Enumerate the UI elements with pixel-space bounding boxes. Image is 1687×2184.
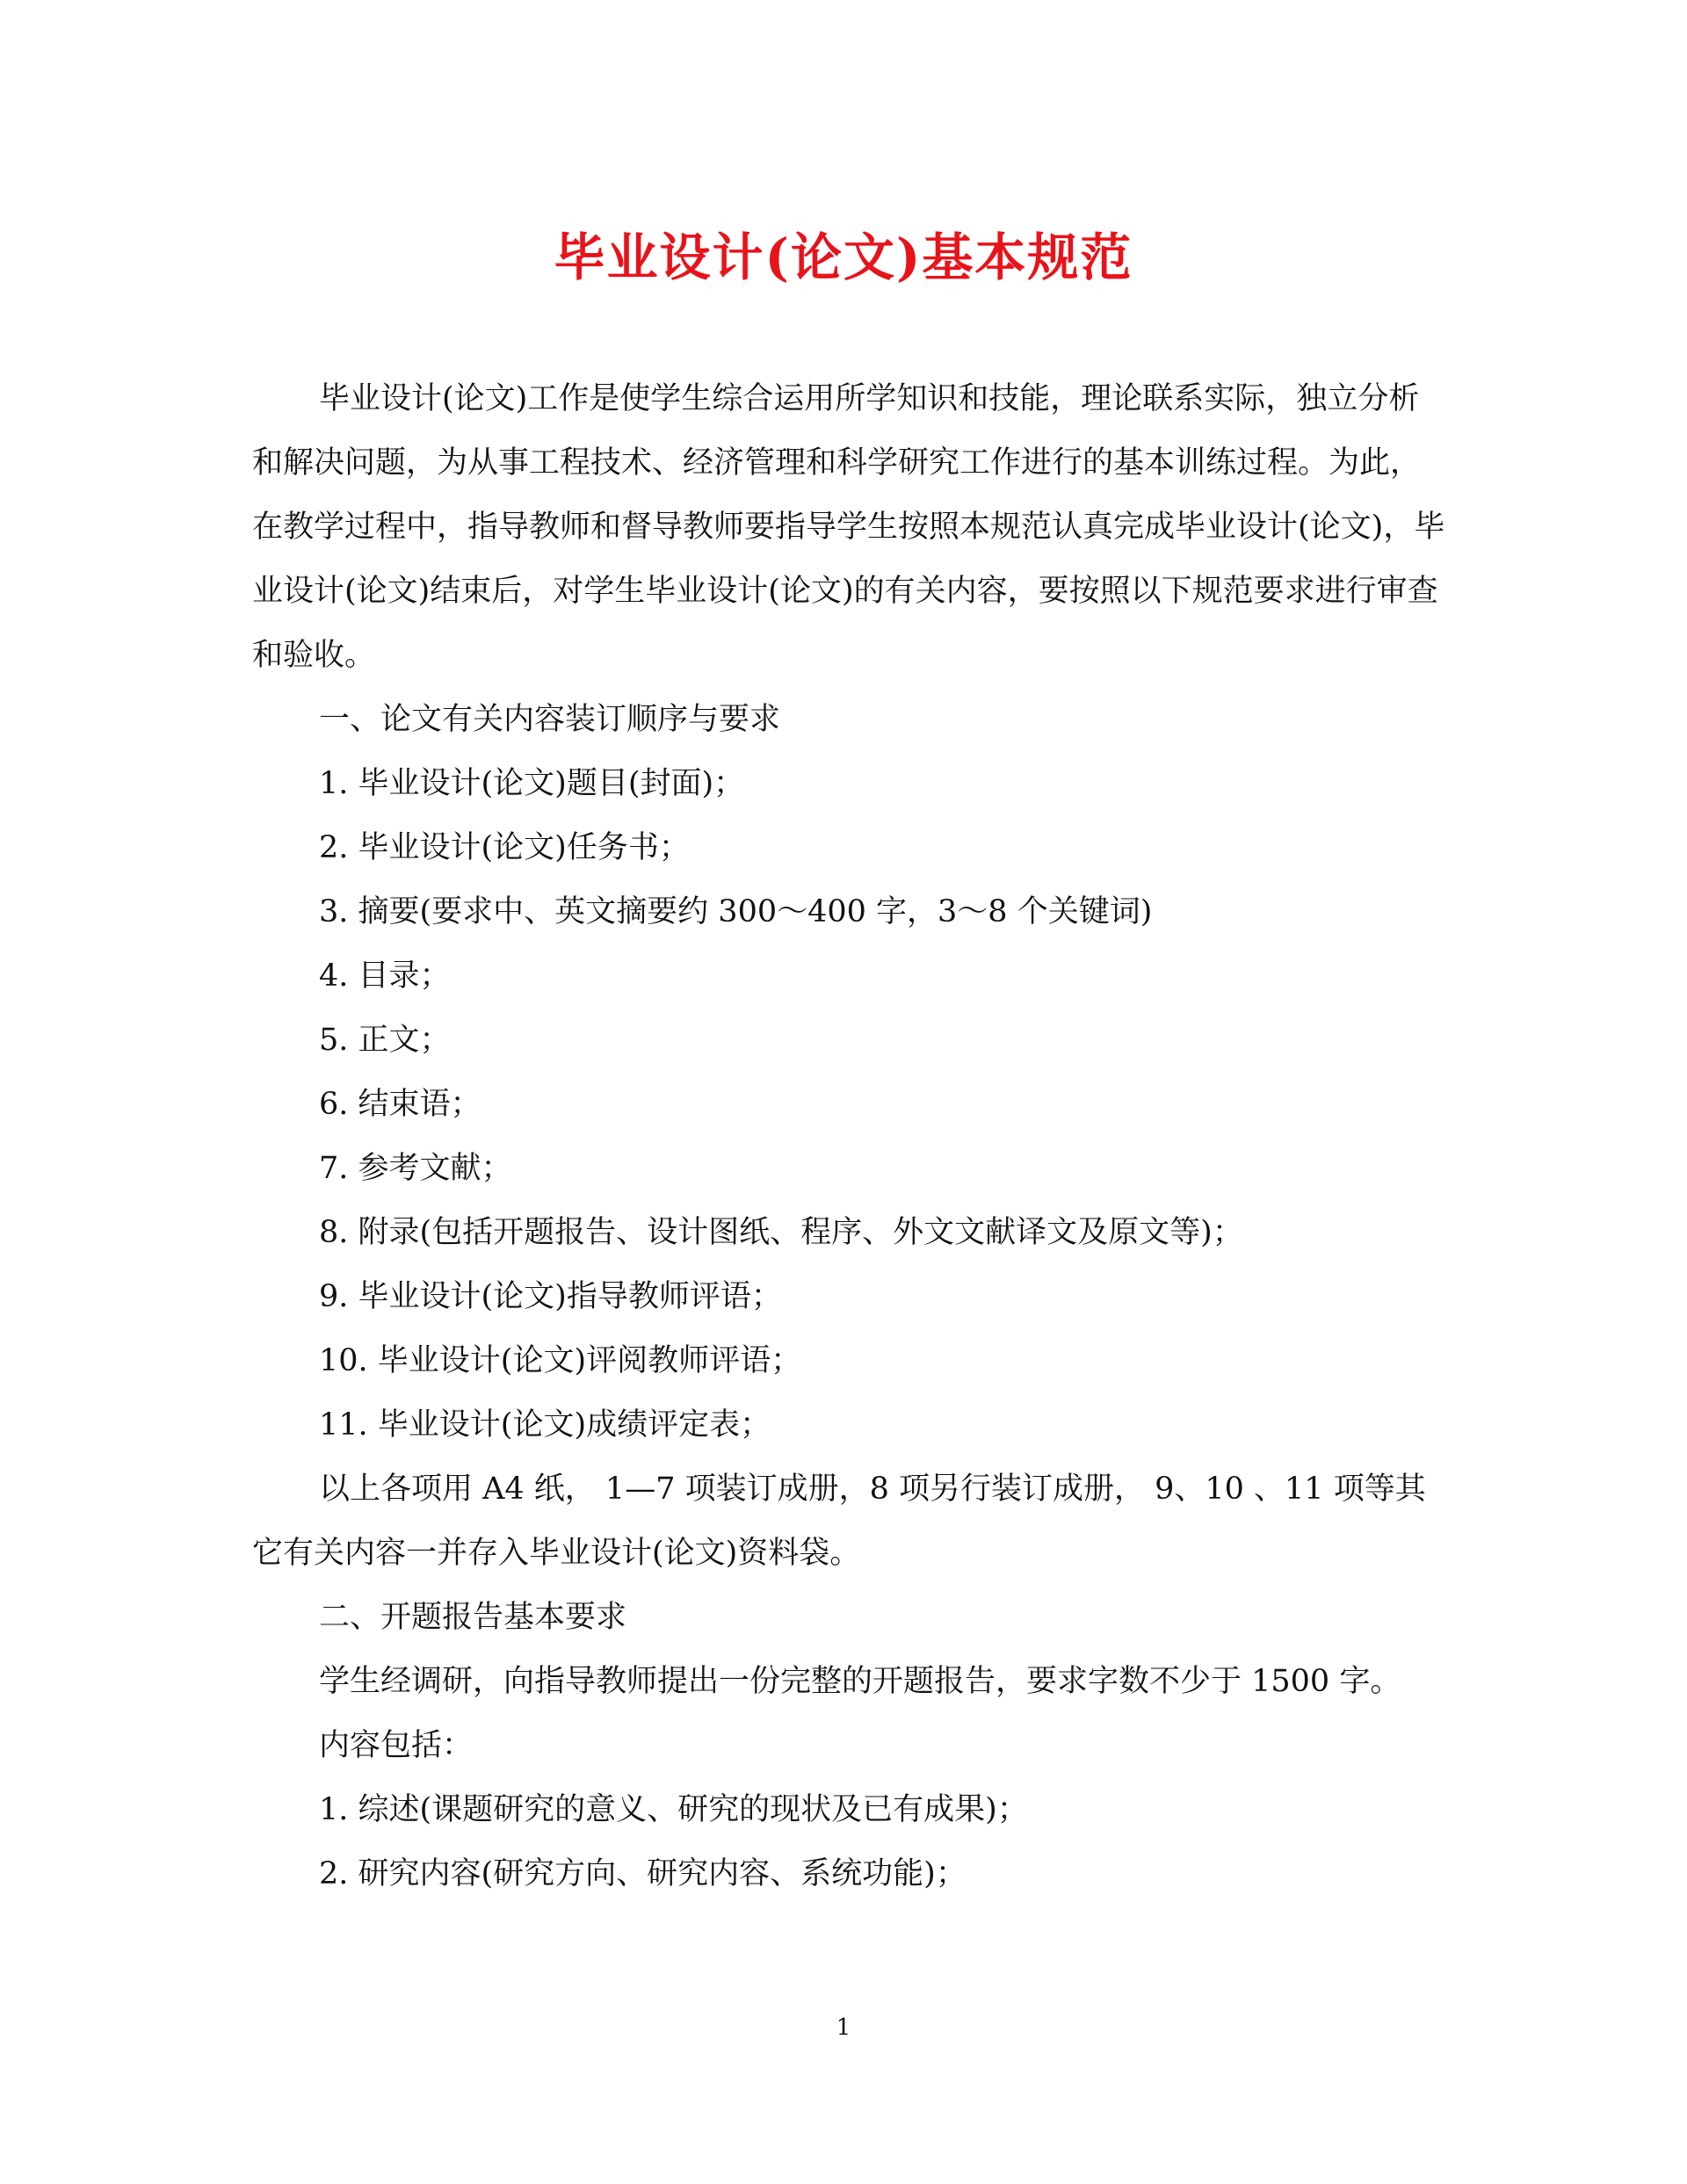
list-item: 6. 结束语； [319,1087,481,1122]
list-item: 1. 综述(课题研究的意义、研究的现状及已有成果)； [319,1792,1028,1827]
binding-note-paragraph: 以上各项用 A4 纸， 1—7 项装订成册，8 项另行装订成册， 9、10 、11 项等其它有关内容一并存入毕业设计(论文)资料袋。 [252,1472,1426,1571]
intro-paragraph: 毕业设计(论文)工作是使学生综合运用所学知识和技能，理论联系实际，独立分析和解决问题，为从事工程技术、经济管理和科学研究工作进行的基本训练过程。为此，在教学过程中，指导教师和督导教师要指导学生按照本规范认真完成毕业设计(论文)，毕业设计(论文)结束后，对学生毕业设计(论文)的有关内容，要按照以下规范要求进行审查和验收。 [252,381,1445,673]
list-item: 11. 毕业设计(论文)成绩评定表； [319,1407,771,1443]
proposal-requirement-paragraph: 学生经调研，向指导教师提出一份完整的开题报告，要求字数不少于 1500 字。 [319,1664,1401,1699]
list-item: 3. 摘要(要求中、英文摘要约 300～400 字，3～8 个关键词) [319,894,1153,929]
content-includes-label: 内容包括： [319,1728,474,1763]
page-number: 1 [836,2014,851,2041]
list-item: 2. 研究内容(研究方向、研究内容、系统功能)； [319,1856,967,1891]
document-body [252,367,1447,1906]
list-item: 2. 毕业设计(论文)任务书； [319,830,690,865]
document-title: 毕业设计(论文)基本规范 [554,228,1133,287]
list-item: 8. 附录(包括开题报告、设计图纸、程序、外文文献译文及原文等)； [319,1215,1243,1250]
list-item: 10. 毕业设计(论文)评阅教师评语； [319,1343,802,1378]
list-item: 4. 目录； [319,958,451,994]
list-item: 9. 毕业设计(论文)指导教师评语； [319,1279,782,1314]
list-item: 7. 参考文献； [319,1151,512,1186]
list-item: 1. 毕业设计(论文)题目(封面)； [319,766,745,801]
section-heading-1: 一、论文有关内容装订顺序与要求 [319,702,781,737]
section-heading-2: 二、开题报告基本要求 [319,1600,627,1635]
list-item: 5. 正文； [319,1023,451,1058]
